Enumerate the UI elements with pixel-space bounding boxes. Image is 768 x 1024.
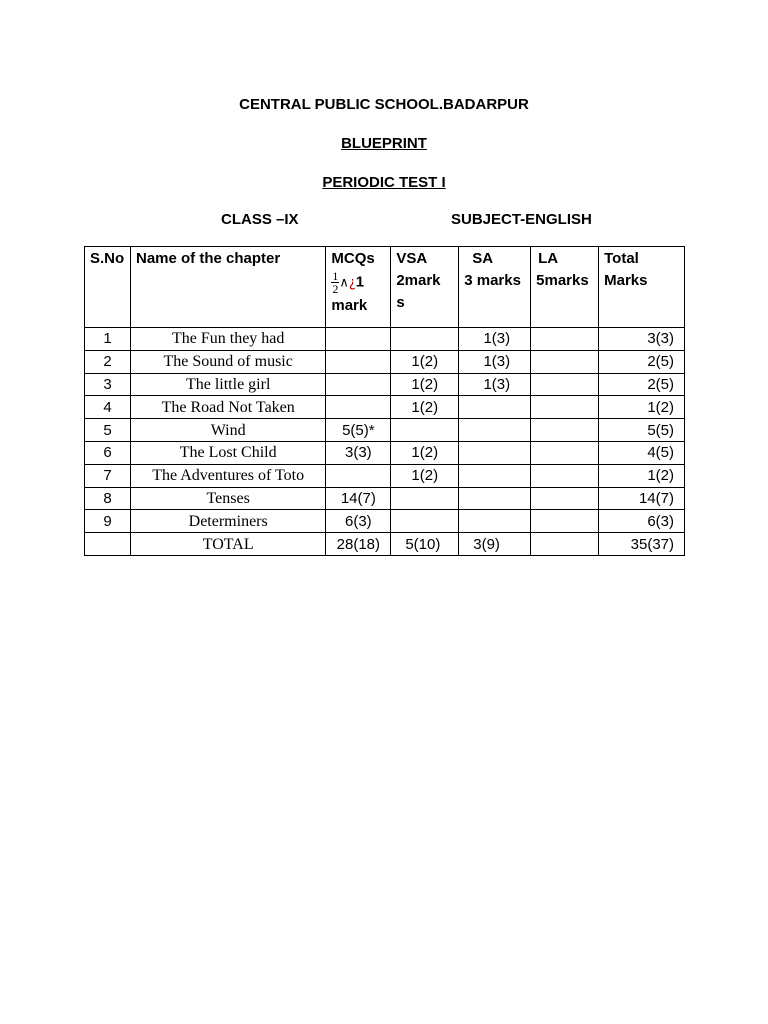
table-header-row [85,247,685,328]
header-la: LA 5marks [531,247,599,328]
class-label: CLASS –IX [221,211,299,228]
table-row: 6 The Lost Child 3(3) 1(2) 4(5) [85,441,685,464]
header-sa: SA 3 marks [459,247,531,328]
test-heading: PERIODIC TEST I [322,174,446,191]
school-name: CENTRAL PUBLIC SCHOOL.BADARPUR [239,96,529,113]
table-row: 1 The Fun they had 1(3) 3(3) [85,328,685,351]
table-row: 9 Determiners 6(3) 6(3) [85,510,685,533]
header-vsa: VSA 2mark s [391,247,459,328]
header-total-marks: Total Marks [599,247,685,328]
table-row: 5 Wind 5(5)* 5(5) [85,419,685,442]
header-sno: S.No [85,247,131,328]
blueprint-table [84,246,685,556]
table-row: 7 The Adventures of Toto 1(2) 1(2) [85,464,685,487]
header-chapter-name: Name of the chapter [130,247,325,328]
blueprint-heading: BLUEPRINT [341,135,427,152]
table-row: 3 The little girl 1(2) 1(3) 2(5) [85,373,685,396]
table-total-row: TOTAL 28(18) 5(10) 3(9) 35(37) [85,533,685,556]
subject-label: SUBJECT-ENGLISH [451,211,592,228]
half-fraction: $\frac{1}{2}$ [332,269,339,296]
table-row: 4 The Road Not Taken 1(2) 1(2) [85,396,685,419]
header-mcqs: MCQs $\frac{1}{2}$ ∧¿1 mark [326,247,391,328]
table-row: 8 Tenses 14(7) 14(7) [85,487,685,510]
table-row: 2 The Sound of music 1(2) 1(3) 2(5) [85,350,685,373]
